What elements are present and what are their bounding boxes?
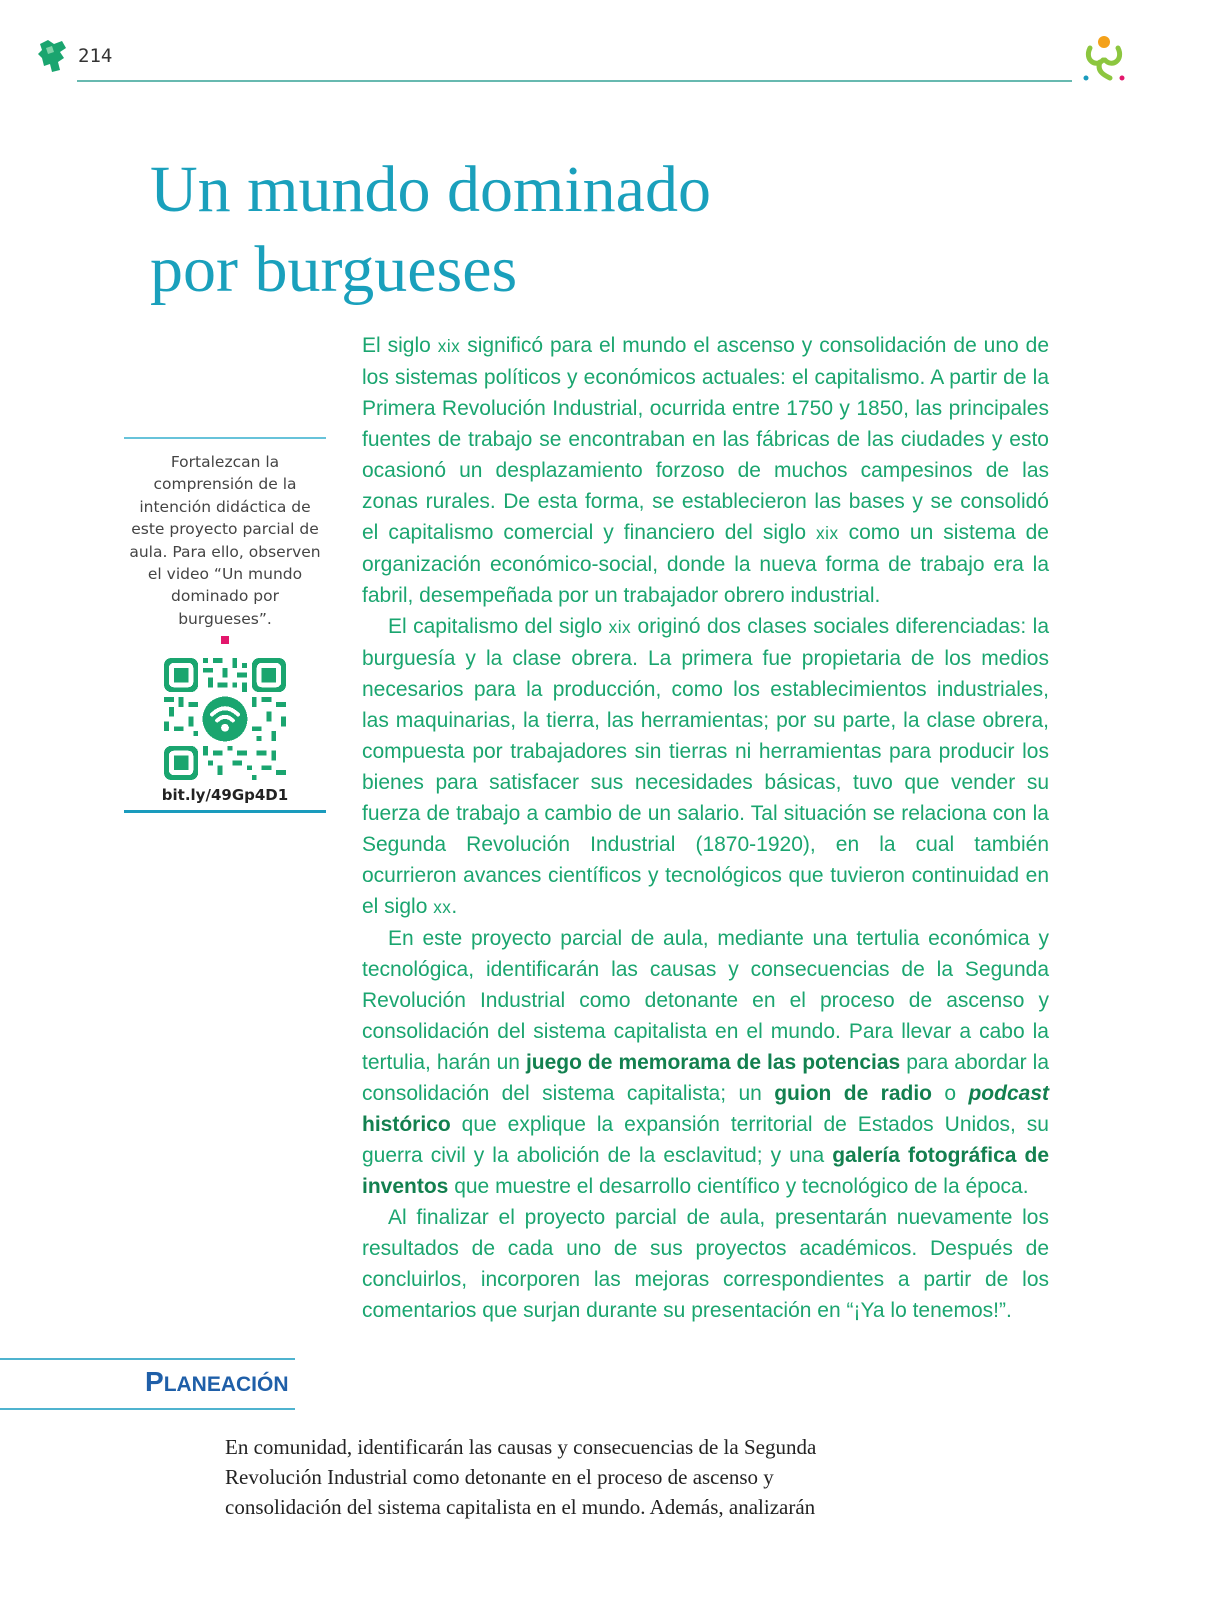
paragraph-2: El capitalismo del siglo xix originó dos clases sociales diferenciadas: la burguesía y la clase obrera. La primera fue propietaria de los medios necesarios para la producción, como los establecimientos industriales, las maquinarias, la tierra, las herramientas; por su parte, la clase obrera, compuesta por trabajadores sin tierras ni herramientas para producir los bienes para satisfacer sus necesidades básicas, tuvo que vender su fuerza de trabajo a cambio de un salario. Tal situación se relaciona con la Segunda Revolución Industrial (1870-1920), en la cual también ocurrieron avances científicos y tecnológicos que tuvieron continuidad en el siglo xx. xyxy=(362,615,1049,918)
paragraph-4: Al finalizar el proyecto parcial de aula, presentarán nuevamente los resultados de cada uno de sus proyectos académicos. Después de concluirlos, incorporen las mejoras correspondientes a partir de los comentarios que surjan durante su presentación en “¡Ya lo tenemos!”. xyxy=(362,1206,1049,1322)
planeacion-text: En comunidad, identificarán las causas y consecuencias de la Segunda Revolución Industrial como detonante en el proceso de ascenso y consolidación del sistema capitalista en el mundo. Además, analizarán xyxy=(225,1435,817,1519)
accent-dot xyxy=(221,636,229,644)
sidebar-divider-top xyxy=(124,437,326,439)
planeacion-heading: PLANEACIÓN xyxy=(145,1366,289,1397)
body-text xyxy=(362,330,1049,1326)
paragraph-1: El siglo xix significó para el mundo el ascenso y consolidación de uno de los sistemas políticos y económicos actuales: el capitalismo. A partir de la Primera Revolución Industrial, ocurrida entre 1750 y 1850, las principales fuentes de trabajo se encontraban en las fábricas de las ciudades y esto ocasionó un desplazamiento forzoso de muchos campesinos de las zonas rurales. De esta forma, se establecieron las bases y se consolidó el capitalismo comercial y financiero del siglo xix como un sistema de organización económico-social, donde la nueva forma de trabajo era la fabril, desempeñada por un trabajador obrero industrial. xyxy=(362,334,1050,607)
community-brand-icon xyxy=(1076,32,1132,88)
paragraph-3: En este proyecto parcial de aula, mediante una tertulia económica y tecnológica, identificarán las causas y consecuencias de la Segunda Revolución Industrial como detonante en el proceso de ascenso y consolidación del sistema capitalista en el mundo. Para llevar a cabo la tertulia, harán un juego de memorama de las potencias para abordar la consolidación del sistema capitalista; un guion de radio o podcast histórico que explique la expansión territorial de Estados Unidos, su guerra civil y la abolición de la esclavitud; y una galería fotográfica de inventos que muestre el desarrollo científico y tecnológico de la época. xyxy=(362,927,1050,1198)
page-title xyxy=(150,150,711,310)
qr-code-icon[interactable] xyxy=(164,658,286,780)
video-link[interactable]: bit.ly/49Gp4D1 xyxy=(161,786,289,805)
sidebar-divider-bottom xyxy=(124,810,326,813)
video-sidebar xyxy=(124,437,326,813)
green-map-icon xyxy=(36,38,68,74)
sidebar-note: Fortalezcan la comprensión de la intención didáctica de este proyecto parcial de aula. Para ello, observen el video “Un mundo dominado por burgueses”. xyxy=(129,453,321,628)
page-number: 214 xyxy=(78,45,113,67)
planeacion-divider-bottom xyxy=(0,1408,295,1410)
planeacion-divider-top xyxy=(0,1358,295,1360)
title-line-2: por burgueses xyxy=(150,233,518,306)
header-divider xyxy=(77,80,1072,82)
title-line-1: Un mundo dominado xyxy=(150,153,711,226)
